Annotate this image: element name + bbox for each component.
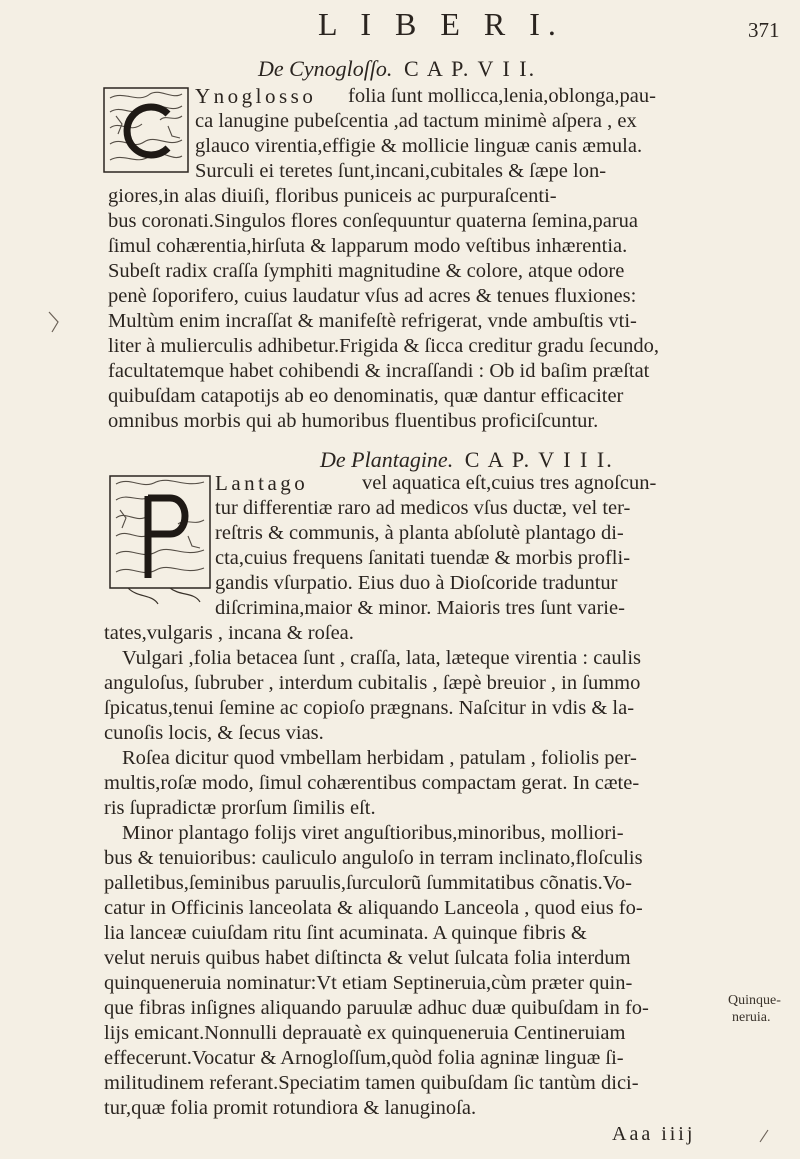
woodcut-initial-p-icon — [108, 474, 212, 606]
text-line: ſpicatus,tenui ſemine ac copioſo prægnans. Naſcitur in vdis & la- — [104, 697, 635, 719]
chapter-8-title: De Plantagine. — [320, 447, 454, 472]
chapter-8-number: C A P. V I I I. — [464, 447, 614, 472]
text-line: ris ſupradictæ prorſum ſimilis eſt. — [104, 797, 376, 819]
text-line: Subeſt radix craſſa ſymphiti magnitudine & colore, atque odore — [108, 260, 625, 282]
text-line: omnibus morbis qui ab humoribus fluentibus proficiſcuntur. — [108, 410, 599, 432]
text-line: gandis vſurpatio. Eius duo à Dioſcoride traduntur — [215, 572, 618, 594]
running-head — [0, 6, 800, 46]
text-line: facultatemque habet cohibendi & incraſſandi : Ob id baſim præſtat — [108, 360, 650, 382]
text-line: tates,vulgaris , incana & roſea. — [104, 622, 354, 644]
text-line: que fibras inſignes aliquando paruulæ adhuc duæ quibuſdam in fo- — [104, 997, 649, 1019]
text-line: cta,cuius frequens ſanitati tuendæ & morbis profli- — [215, 547, 631, 569]
text-line: tur differentiæ raro ad medicos vſus ductæ, vel ter- — [215, 497, 631, 519]
text-line: militudinem referant.Speciatim tamen quibuſdam ſic tantùm dici- — [104, 1072, 639, 1094]
text-line: Vulgari ,folia betacea ſunt , craſſa, lata, læteque virentia : caulis — [122, 647, 642, 669]
text-line: giores,in alas diuiſi, floribus puniceis ac purpuraſcenti- — [108, 185, 557, 207]
chapter-7-first-word: Ynoglosso — [195, 84, 317, 108]
text-line: catur in Officinis lanceolata & aliquando Lanceola , quod eius fo- — [104, 897, 643, 919]
text-line: lijs emicant.Nonnulli deprauatè ex quinqueneruia Centineruiam — [104, 1022, 626, 1044]
woodcut-initial-c-icon — [102, 86, 190, 174]
chapter-7-heading — [258, 56, 536, 82]
text-line: effecerunt.Vocatur & Arnogloſſum,quòd folia agninæ linguæ ſi- — [104, 1047, 624, 1069]
signature-mark: Aaa iiij — [612, 1123, 696, 1145]
marginal-note-line: Quinque- — [728, 993, 781, 1008]
page-number: 371 — [748, 18, 780, 42]
running-title: L I B E R I. — [318, 6, 564, 42]
text-line: reſtris & communis, à planta abſolutè plantago di- — [215, 522, 624, 544]
text-line: anguloſus, ſubruber , interdum cubitalis , ſæpè breuior , in ſummo — [104, 672, 641, 694]
text-line: bus coronati.Singulos flores conſequuntur quaterna ſemina,parua — [108, 210, 639, 232]
text-line: tur,quæ folia promit rotundiora & lanuginoſa. — [104, 1097, 477, 1119]
chapter-7-title: De Cynogloſſo. — [258, 56, 393, 81]
text-line: folia ſunt mollicca,lenia,oblonga,pau- — [348, 85, 656, 107]
text-line: ſimul cohærentia,hirſuta & lapparum modo veſtibus inhærentia. — [108, 235, 628, 257]
text-line: lia lanceæ cuiuſdam ritu ſint acuminata. A quinque fibris & — [104, 922, 587, 944]
chapter-8-first-word: Lantago — [215, 471, 309, 495]
text-line: bus & tenuioribus: cauliculo anguloſo in terram inclinato,floſculis — [104, 847, 643, 869]
text-line: penè ſoporifero, cuius laudatur vſus ad acres & tenues fluxiones: — [108, 285, 637, 307]
text-line: palletibus,ſeminibus paruulis,ſurculorũ ſummitatibus cõnatis.Vo- — [104, 872, 633, 894]
text-line: Multùm enim incraſſat & manifeſtè refrigerat, vnde ambuſtis vti- — [108, 310, 637, 332]
marginal-note-line: neruia. — [732, 1010, 771, 1025]
text-line: cunoſis locis, & ſecus vias. — [104, 722, 324, 744]
text-line: liter à mulierculis adhibetur.Frigida & ſicca creditur gradu ſecundo, — [108, 335, 660, 357]
text-line: Minor plantago folijs viret anguſtioribus,minoribus, molliori- — [122, 822, 624, 844]
text-line: vel aquatica eſt,cuius tres agnoſcun- — [362, 472, 657, 494]
text-line: multis,roſæ modo, ſimul cohærentibus compactam gerat. In cæte- — [104, 772, 640, 794]
text-line: glauco virentia,effigie & mollicie linguæ canis æmula. — [195, 135, 643, 157]
marginal-pen-mark-icon — [46, 310, 62, 334]
text-line: quinqueneruia nominatur:Vt etiam Septineruia,cùm præter quin- — [104, 972, 633, 994]
chapter-7-number: C A P. V I I. — [403, 56, 537, 81]
chapter-8-heading — [320, 447, 614, 473]
corner-tick-icon — [758, 1128, 770, 1144]
text-line: Roſea dicitur quod vmbellam herbidam , patulam , foliolis per- — [122, 747, 637, 769]
text-line: quibuſdam catapotijs ab eo denominatis, quæ dantur efficaciter — [108, 385, 624, 407]
marginal-note — [728, 992, 781, 1026]
text-line: Surculi ei teretes ſunt,incani,cubitales & ſæpe lon- — [195, 160, 607, 182]
text-line: diſcrimina,maior & minor. Maioris tres ſunt varie- — [215, 597, 625, 619]
text-line: ca lanugine pubeſcentia ,ad tactum minimè aſpera , ex — [195, 110, 637, 132]
text-line: velut neruis quibus habet diſtincta & velut ſulcata folia interdum — [104, 947, 631, 969]
